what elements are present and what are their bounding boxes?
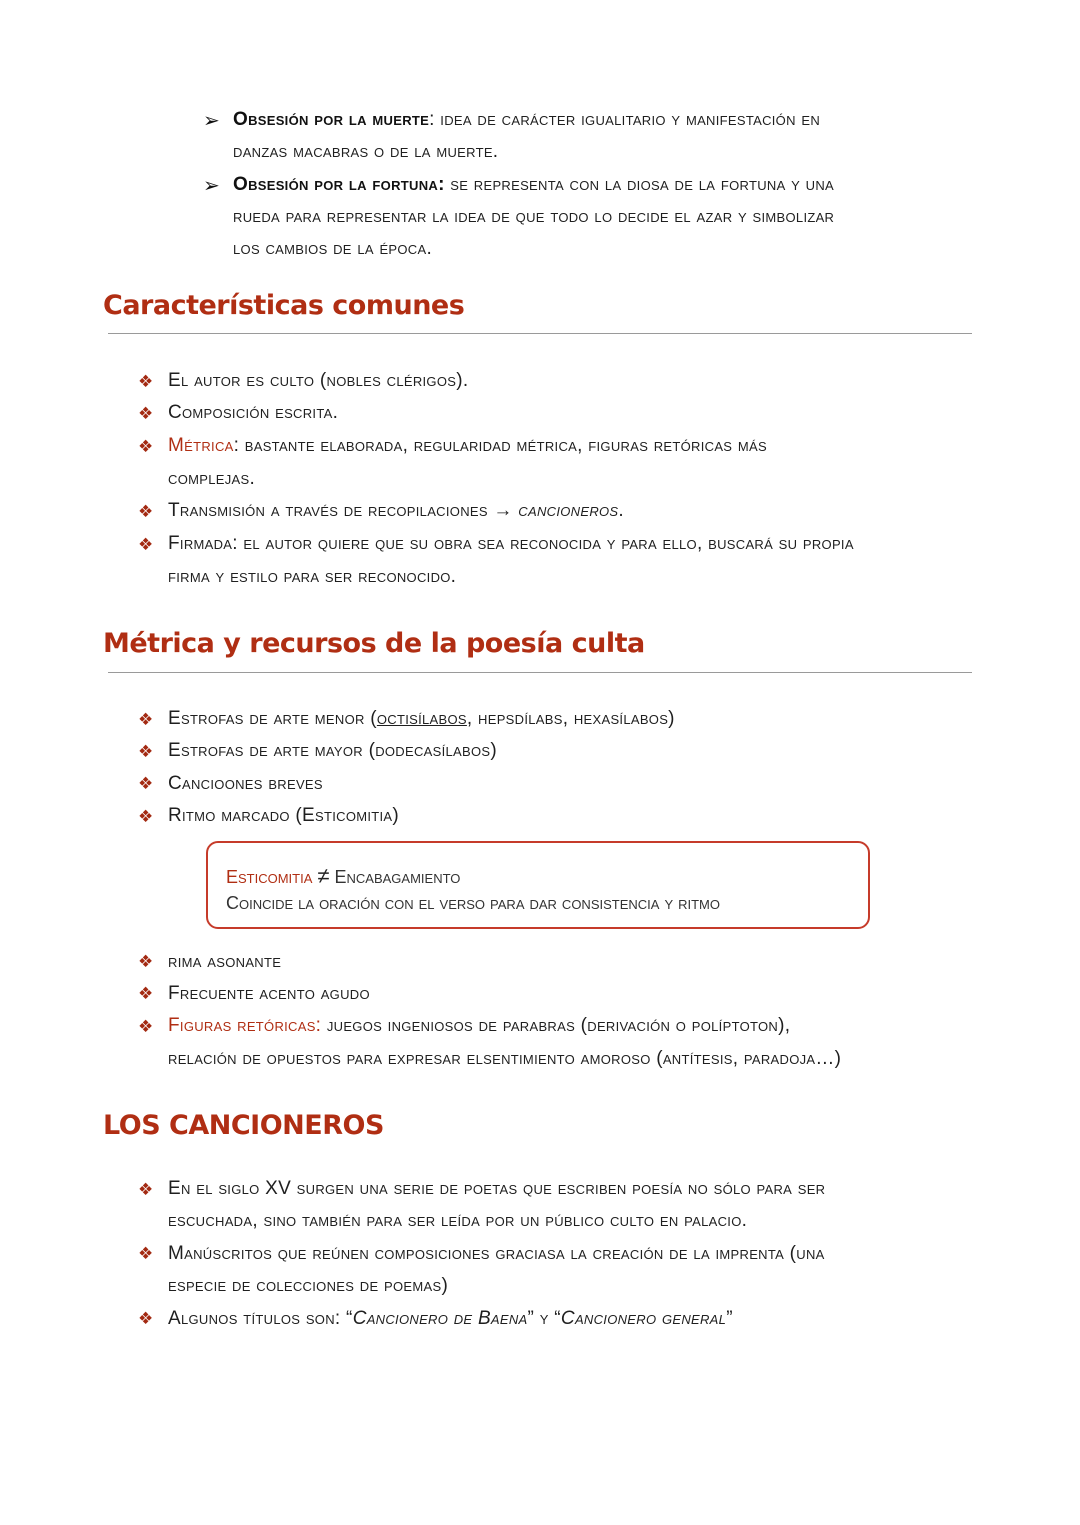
list-item-text: Algunos títulos son: “ <box>168 1308 353 1329</box>
list-item-emphasis: cancioneros <box>518 500 619 521</box>
diamond-bullet-icon: ❖ <box>138 742 154 761</box>
diamond-bullet-icon: ❖ <box>138 404 154 423</box>
list-item <box>168 435 767 457</box>
list-item-underlined: octisílabos <box>376 708 467 729</box>
section-heading-cancioneros: LOS CANCIONEROS <box>103 1110 384 1141</box>
list-item-term: Métrica <box>168 435 234 456</box>
diamond-bullet-icon: ❖ <box>138 774 154 793</box>
arrow-bullet-icon: ➢ <box>203 175 220 197</box>
section-heading-caracteristicas: Características comunes <box>103 290 465 321</box>
intro-item-2-term: Obsesión por la fortuna: <box>233 174 445 195</box>
list-item <box>168 1015 790 1037</box>
section-heading-metrica: Métrica y recursos de la poesía culta <box>103 628 645 659</box>
list-item: En el siglo XV surgen una serie de poetas que escriben poesía no sólo para ser <box>168 1178 826 1199</box>
list-item-text: ” <box>726 1308 733 1329</box>
callout-line-1 <box>226 863 460 889</box>
list-item-continuation: relación de opuestos para expresar elsentimiento amoroso (antítesis, paradoja…) <box>168 1048 842 1069</box>
list-item-text: ” y “ <box>527 1308 561 1329</box>
section-divider <box>108 672 972 673</box>
list-item: Ritmo marcado (Esticomitia) <box>168 805 400 826</box>
callout-term-2: Encabagamiento <box>334 867 461 887</box>
list-item: Firmada: el autor quiere que su obra sea reconocida y para ello, buscará su propia <box>168 533 854 554</box>
diamond-bullet-icon: ❖ <box>138 1244 154 1263</box>
list-item: Manúscritos que reúnen composiciones graciasa la creación de la imprenta (una <box>168 1243 825 1264</box>
diamond-bullet-icon: ❖ <box>138 502 154 521</box>
list-item-text: Transmisión a través de recopilaciones → <box>168 500 519 521</box>
list-item: Frecuente acento agudo <box>168 983 370 1004</box>
list-item-continuation: especie de colecciones de poemas) <box>168 1275 449 1296</box>
callout-term: Esticomitia <box>226 867 313 887</box>
diamond-bullet-icon: ❖ <box>138 984 154 1003</box>
intro-item-1-line-2: danzas macabras o de la muerte. <box>233 141 499 162</box>
intro-item-1-sep: : <box>429 109 435 130</box>
intro-item-2-line-1 <box>233 174 834 196</box>
diamond-bullet-icon: ❖ <box>138 1309 154 1328</box>
diamond-bullet-icon: ❖ <box>138 1180 154 1199</box>
intro-item-1-line-1 <box>233 109 820 131</box>
diamond-bullet-icon: ❖ <box>138 710 154 729</box>
list-item-term: Figuras retóricas: <box>168 1015 322 1036</box>
list-item: Cancioones breves <box>168 773 323 794</box>
intro-item-2-text: se representa con la diosa de la fortuna y una <box>444 174 835 195</box>
list-item <box>168 708 675 730</box>
list-item-continuation: firma y estilo para ser reconocido. <box>168 566 457 587</box>
list-item-text: Estrofas de arte menor ( <box>168 708 377 729</box>
arrow-bullet-icon: ➢ <box>203 110 220 132</box>
book-title: Cancionero general <box>560 1308 727 1329</box>
list-item: rima asonante <box>168 951 282 972</box>
intro-item-2-line-3: los cambios de la época. <box>233 238 433 259</box>
intro-item-1-term: Obsesión por la muerte <box>233 109 430 130</box>
diamond-bullet-icon: ❖ <box>138 952 154 971</box>
diamond-bullet-icon: ❖ <box>138 437 154 456</box>
diamond-bullet-icon: ❖ <box>138 535 154 554</box>
diamond-bullet-icon: ❖ <box>138 372 154 391</box>
list-item: El autor es culto (nobles clérigos). <box>168 370 469 391</box>
definition-callout-box <box>206 841 870 929</box>
diamond-bullet-icon: ❖ <box>138 807 154 826</box>
intro-item-1-text: idea de carácter igualitario y manifestación en <box>434 109 821 130</box>
list-item: Composición escrita. <box>168 402 339 423</box>
list-item-continuation: complejas. <box>168 468 256 489</box>
section-divider <box>108 333 972 334</box>
intro-item-2-line-2: rueda para representar la idea de que todo lo decide el azar y simbolizar <box>233 206 835 227</box>
list-item-text: : bastante elaborada, regularidad métrica, figuras retóricas más <box>233 435 767 456</box>
list-item <box>168 1308 733 1330</box>
list-item-text: , hepsdílabs, hexasílabos) <box>466 708 675 729</box>
list-item-continuation: escuchada, sino también para ser leída por un público culto en palacio. <box>168 1210 748 1231</box>
list-item: Estrofas de arte mayor (dodecasílabos) <box>168 740 497 761</box>
list-item-tail: . <box>618 500 624 521</box>
list-item <box>168 500 624 522</box>
book-title: Cancionero de Baena <box>352 1308 528 1329</box>
callout-line-2: Coincide la oración con el verso para dar consistencia y ritmo <box>226 893 721 913</box>
list-item-text: juegos ingeniosos de parabras (derivación o políptoton), <box>321 1015 791 1036</box>
not-equal-symbol: ≠ <box>317 863 330 888</box>
diamond-bullet-icon: ❖ <box>138 1017 154 1036</box>
